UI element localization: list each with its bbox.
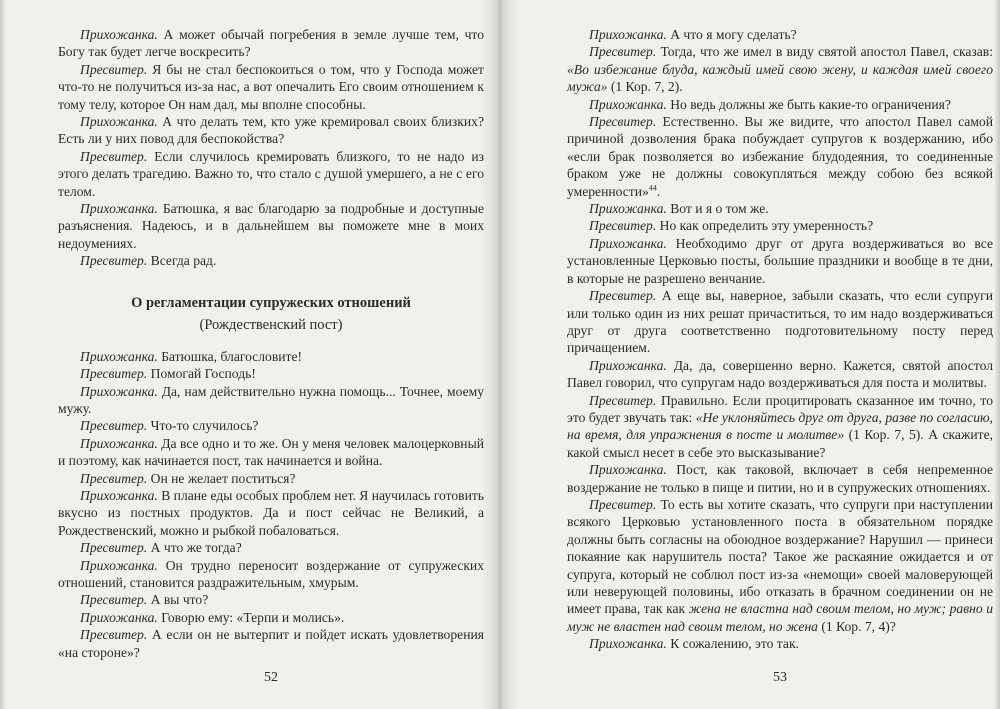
paragraph (58, 435, 484, 470)
paragraph (58, 609, 484, 626)
speech-text: А может обычай погребения в земле лучше тем, что Богу так будет легче воскресить? (58, 27, 484, 60)
paragraph (58, 591, 484, 608)
paragraph: Пресвитер. Правильно. Если процитировать сказанное им точно, то это будет звучать так: «Не уклоняйтесь друг от друга, разве по согласию, на время, для упражнения в посте и молитве» (1 Кор. 7, 5). А скажите, какой смысл несет в себе это высказывание? (567, 392, 993, 460)
speech-text: Он трудно переносит воздержание от супружеских отношений, становится раздражительным, хмурым. (58, 557, 484, 590)
speech-text: А что же тогда? (147, 540, 242, 556)
speech-text: Батюшка, я вас благодарю за подробные и доступные разъяснения. Надеюсь, и в дальнейшем вы поможете мне в моих недоумениях. (58, 201, 484, 251)
speech-text: Да, нам действительно нужна помощь... Точнее, моему мужу. (58, 383, 484, 416)
paragraph (58, 252, 484, 269)
chapter-subtitle: (Рождественский пост) (199, 316, 343, 333)
paragraph (58, 26, 484, 61)
speaker-label: Пресвитер. (80, 366, 148, 382)
dialogue-block-2 (58, 348, 484, 661)
page-number-right: 53 (773, 670, 787, 685)
paragraph (58, 365, 484, 382)
speaker-label: Пресвитер. (80, 253, 148, 269)
speaker-label: Прихожанка. (80, 383, 158, 399)
speaker-label: Прихожанка. (80, 609, 158, 625)
paragraph (58, 348, 484, 365)
speech-text: Он не желает поститься? (147, 470, 296, 486)
chapter-heading (58, 292, 484, 336)
paragraph (58, 113, 484, 148)
speaker-label: Пресвитер. (80, 148, 148, 164)
speech-text: Батюшка, благословите! (157, 348, 303, 364)
paragraph (58, 383, 484, 418)
paragraph (58, 200, 484, 252)
speech-text: Я бы не стал беспокоиться о том, что у Господа может что-то не получиться из-за нас, а вот опечалить Его своим отношением к тому телу, которое Он нам дал, мы вполне способны. (58, 61, 484, 112)
paragraph (58, 417, 484, 434)
speaker-label: Пресвитер. (80, 540, 148, 556)
paragraph (58, 557, 484, 592)
speaker-label: Пресвитер. (80, 627, 148, 643)
paragraph (58, 487, 484, 539)
speaker-label: Прихожанка. (80, 348, 158, 364)
chapter-title: О регламентации супружеских отношений (131, 294, 411, 311)
paragraph (58, 61, 484, 113)
speaker-label: Прихожанка. (80, 435, 158, 451)
speaker-label: Прихожанка. (80, 114, 158, 130)
paragraph: Прихожанка. Необходимо друг от друга воздерживаться во все установленные Церковью посты, большие праздники и вообще в те дни, в которые не разрешено венчание. (567, 235, 993, 286)
paragraph: Пресвитер. Но как определить эту умеренность? (589, 218, 874, 234)
paragraph: Прихожанка. Пост, как таковой, включает в себя непременное воздержание не только в пище и питии, но и в супружеских отношениях. (567, 462, 993, 495)
speech-text: Всегда рад. (147, 253, 217, 269)
speaker-label: Прихожанка. (80, 201, 158, 217)
paragraph (58, 470, 484, 487)
page-number-left: 52 (264, 670, 278, 685)
speech-text: В плане еды особых проблем нет. Я научилась готовить вкусно из постных продуктов. Да и пост сейчас не Великий, а Рождественский, можно и рыбкой побаловаться. (58, 487, 484, 538)
paragraph: Прихожанка. А что я могу сделать? (589, 27, 797, 42)
left-page (58, 26, 484, 686)
speech-text: А вы что? (147, 592, 209, 608)
paragraph: Прихожанка. Да, да, совершенно верно. Кажется, святой апостол Павел говорил, что супругам надо воздерживаться для поста и молитвы. (567, 357, 993, 391)
paragraph (58, 148, 484, 200)
speech-text: Помогай Господь! (147, 366, 256, 382)
paragraph: Пресвитер. Тогда, что же имел в виду святой апостол Павел, сказав: «Во избежание блуда, каждый имей свою жену, и каждая имей своего мужа» (1 Кор. 7, 2). (567, 44, 993, 95)
book-gutter (482, 0, 518, 709)
paragraph: Прихожанка. Вот и я о том же. (589, 201, 769, 217)
paragraph: Прихожанка. К сожалению, это так. (589, 636, 799, 652)
speaker-label: Пресвитер. (80, 61, 148, 77)
speaker-label: Пресвитер. (80, 470, 148, 486)
speech-text: А что делать тем, кто уже кремировал своих близких? Есть ли у них повод для беспокойства? (58, 114, 484, 147)
dialogue-block-1 (58, 26, 484, 270)
speech-text: А если он не вытерпит и пойдет искать удовлетворения «на стороне»? (58, 627, 484, 660)
speech-text: Да все одно и то же. Он у меня человек малоцерковный и поэтому, как начинается пост, так начинается и война. (58, 435, 484, 469)
paragraph (58, 539, 484, 556)
speaker-label: Пресвитер. (80, 592, 148, 608)
speech-text: Говорю ему: «Терпи и молись». (157, 609, 345, 625)
paragraph: Пресвитер. Естественно. Вы же видите, что апостол Павел самой причиной дозволения брака побуждает супругов к воздержанию, ибо «если брак позволяется во избежание блудодеяния, то соединенные браком уже не должны совокупляться между собою без всякой умеренности»$^{44}$. (567, 114, 993, 199)
speech-text: Что-то случилось? (147, 418, 259, 434)
paragraph: Пресвитер. То есть вы хотите сказать, что супруги при наступлении всякого Церковью установленного поста в обязательном порядке должны быть согласны на обоюдное воздержание? Нарушил — принеси покаяние как нарушитель поста? Такое же раскаяние ожидается и от супруга, который не соблюл пост из-за «немощи» своей маловерующей или неверующей половины, ибо отказать в брачном соединении он не имеет права, так как жена не властна над своим телом, но муж; равно и муж не властен над своим телом, но жена (1 Кор. 7, 4)? (567, 496, 993, 634)
paragraph: Пресвитер. А еще вы, наверное, забыли сказать, что если супруги или только один из них решат причаститься, то им надо воздерживаться друг от друга соответственно подготовительному посту перед причащением. (567, 288, 993, 356)
paragraph: Прихожанка. Но ведь должны же быть какие-то ограничения? (589, 96, 951, 112)
speaker-label: Прихожанка. (80, 557, 158, 573)
speaker-label: Прихожанка. (80, 27, 158, 42)
speech-text: Если случилось кремировать близкого, то не надо из этого делать трагедию. Важно то, что стало с душой умершего, а не с его телом. (58, 148, 484, 199)
speaker-label: Пресвитер. (80, 418, 148, 434)
paragraph (58, 626, 484, 661)
right-page (567, 26, 993, 686)
footnote-marker: 44 (648, 183, 657, 193)
speaker-label: Прихожанка. (80, 487, 158, 503)
